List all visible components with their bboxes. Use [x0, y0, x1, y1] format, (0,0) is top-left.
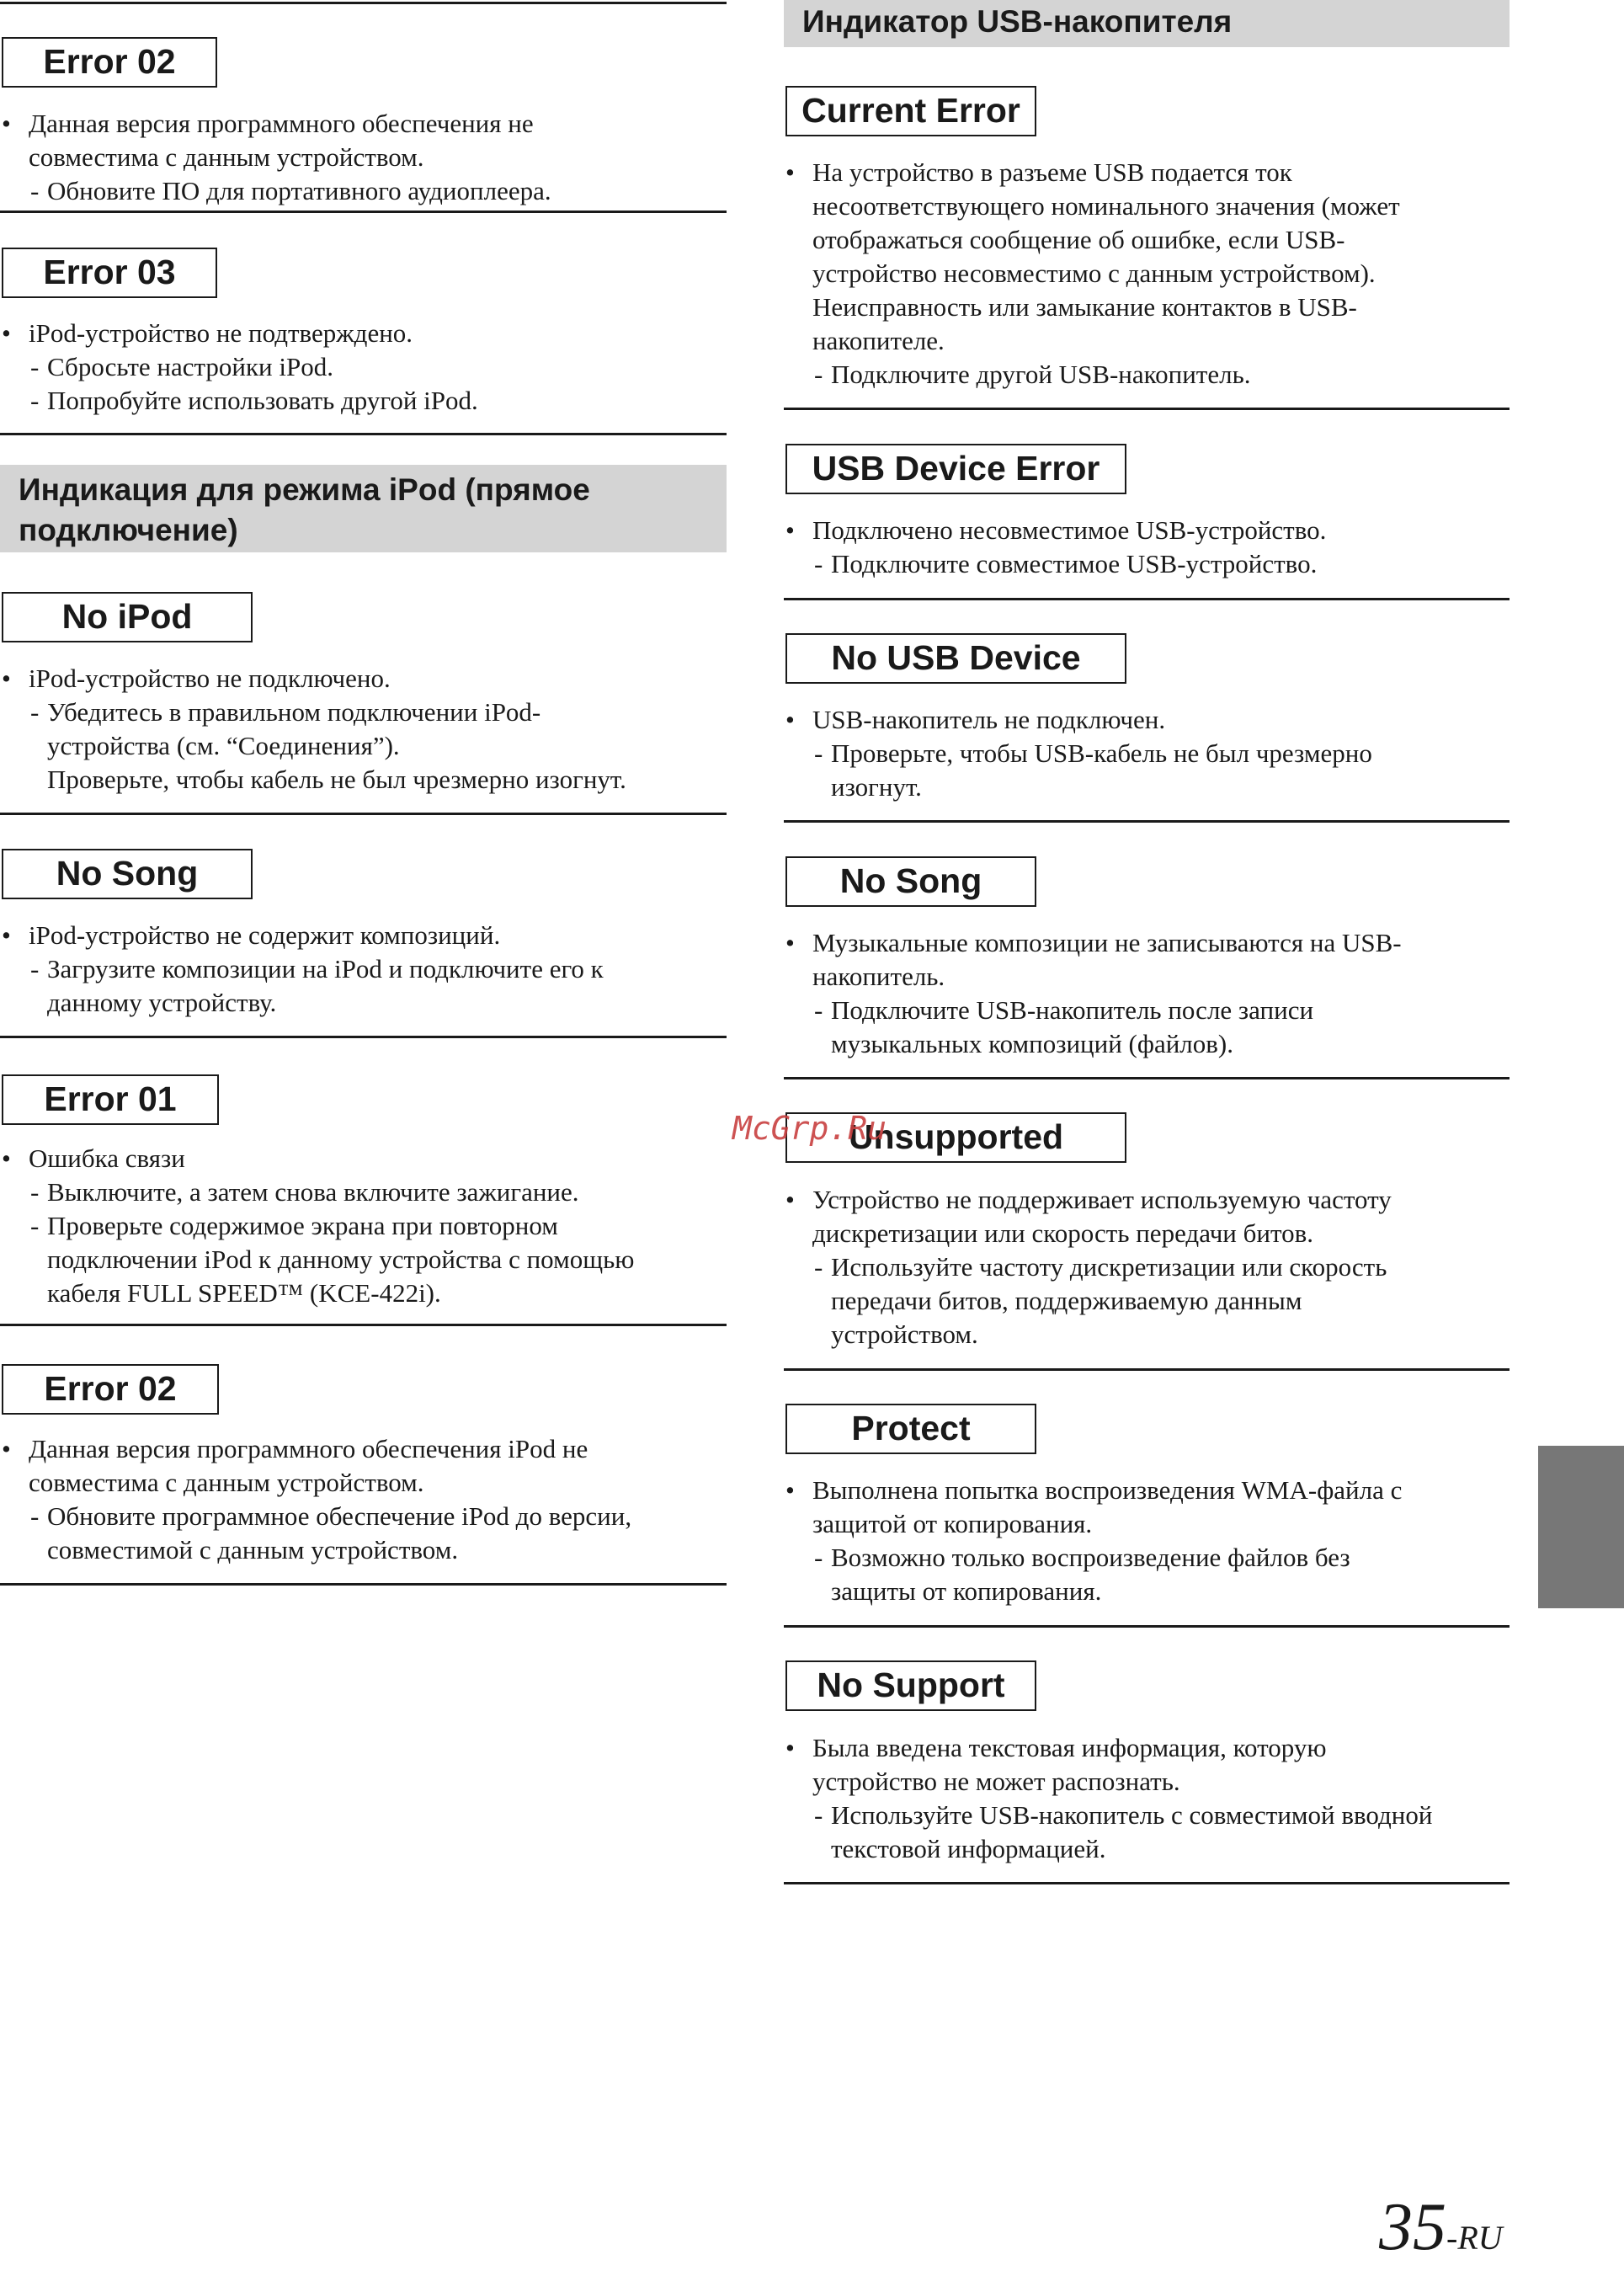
page-number: [1379, 2189, 1503, 2276]
remedy-line: - Используйте частоту дискретизации или скорость: [784, 1250, 1510, 1284]
divider: [0, 813, 727, 815]
indicator-current-error: Current Error: [785, 86, 1036, 136]
indicator-no-ipod: No iPod: [2, 592, 253, 642]
text-line: Неисправность или замыкание контактов в USB-: [812, 292, 1357, 322]
usb-device-error-description: [784, 514, 1510, 581]
unsupported-description: [784, 1183, 1510, 1351]
bullet-line: • Подключено несовместимое USB-устройство.: [784, 514, 1510, 547]
watermark: McGrp.Ru: [732, 1110, 887, 1147]
page-number-value: 35: [1379, 2190, 1446, 2264]
remedy-line: - Возможно только воспроизведение файлов без: [784, 1541, 1510, 1575]
text-line: накопителе.: [812, 326, 945, 355]
current-error-description: [784, 156, 1510, 392]
protect-description: [784, 1474, 1510, 1608]
text-line: устройства (см. “Соединения”).: [47, 731, 400, 760]
bullet-line: • Данная версия программного обеспечения iPod не: [0, 1432, 727, 1466]
text-line: защитой от копирования.: [812, 1509, 1093, 1538]
indicator-no-song-usb: No Song: [785, 856, 1036, 907]
remedy-line: - Выключите, а затем снова включите зажигание.: [0, 1175, 727, 1209]
remedy-line: - Убедитесь в правильном подключении iPod-: [0, 696, 727, 729]
divider: [784, 408, 1510, 410]
text-line: совместимой с данным устройством.: [47, 1535, 459, 1564]
text-line: накопитель.: [812, 962, 945, 991]
remedy-line: - Обновите ПО для портативного аудиоплеера.: [0, 174, 727, 208]
error-02-description: [0, 107, 727, 208]
indicator-unsupported: Unsupported: [785, 1112, 1126, 1163]
no-ipod-description: [0, 662, 727, 797]
indicator-no-song: No Song: [2, 849, 253, 899]
text-line: музыкальных композиций (файлов).: [831, 1029, 1233, 1058]
bullet-line: • Устройство не поддерживает используемую частоту: [784, 1183, 1510, 1217]
divider: [0, 433, 727, 435]
indicator-no-support: No Support: [785, 1660, 1036, 1711]
indicator-protect: Protect: [785, 1404, 1036, 1454]
remedy-line: - Попробуйте использовать другой iPod.: [0, 384, 727, 418]
text-line: устройство не может распознать.: [812, 1767, 1180, 1796]
chapter-side-tab: [1538, 1446, 1624, 1608]
text-line: кабеля FULL SPEED™ (KCE-422i).: [47, 1278, 441, 1308]
divider: [0, 2, 727, 4]
error-01-description: [0, 1142, 727, 1310]
divider: [784, 1077, 1510, 1079]
indicator-no-usb-device: No USB Device: [785, 633, 1126, 684]
section-title-line: Индикация для режима iPod (прямое: [19, 472, 590, 507]
remedy-line: - Подключите другой USB-накопитель.: [784, 358, 1510, 392]
text-line: текстовой информацией.: [831, 1834, 1106, 1863]
divider: [784, 598, 1510, 600]
divider: [0, 1583, 727, 1586]
divider: [0, 1036, 727, 1038]
indicator-error-02-ipod: Error 02: [2, 1364, 219, 1415]
no-song-description: [0, 919, 727, 1020]
text-line: Проверьте, чтобы кабель не был чрезмерно изогнут.: [47, 765, 626, 794]
remedy-line: - Проверьте, чтобы USB-кабель не был чрезмерно: [784, 737, 1510, 770]
error-03-description: [0, 317, 727, 418]
divider: [784, 1625, 1510, 1628]
bullet-line: • iPod-устройство не подтверждено.: [0, 317, 727, 350]
text-line: устройством.: [831, 1319, 978, 1349]
text-line: дискретизации или скорость передачи битов.: [812, 1218, 1314, 1248]
bullet-line: • iPod-устройство не содержит композиций.: [0, 919, 727, 952]
remedy-line: - Используйте USB-накопитель с совместимой вводной: [784, 1799, 1510, 1832]
indicator-error-02: Error 02: [2, 37, 217, 88]
section-title-line: подключение): [19, 513, 238, 547]
remedy-line: - Обновите программное обеспечение iPod до версии,: [0, 1500, 727, 1533]
remedy-line: - Подключите USB-накопитель после записи: [784, 994, 1510, 1027]
text-line: устройство несовместимо с данным устройством).: [812, 259, 1376, 288]
bullet-line: • Музыкальные композиции не записываются на USB-: [784, 926, 1510, 960]
divider: [0, 211, 727, 213]
indicator-error-03: Error 03: [2, 248, 217, 298]
divider: [784, 1882, 1510, 1884]
text-line: защиты от копирования.: [831, 1576, 1102, 1606]
text-line: изогнут.: [831, 772, 922, 802]
no-usb-device-description: [784, 703, 1510, 804]
text-line: отображаться сообщение об ошибке, если USB-: [812, 225, 1345, 254]
divider: [0, 1324, 727, 1326]
section-title-ipod-mode: [0, 465, 727, 552]
text-line: совместима с данным устройством.: [29, 1468, 424, 1497]
indicator-usb-device-error: USB Device Error: [785, 444, 1126, 494]
text-line: передачи битов, поддерживаемую данным: [831, 1286, 1302, 1315]
remedy-line: - Проверьте содержимое экрана при повторном: [0, 1209, 727, 1243]
text-line: несоответствующего номинального значения (может: [812, 191, 1400, 221]
indicator-error-01: Error 01: [2, 1074, 219, 1125]
no-support-description: [784, 1731, 1510, 1866]
no-song-usb-description: [784, 926, 1510, 1061]
divider: [784, 1368, 1510, 1371]
text-line: совместима с данным устройством.: [29, 142, 424, 172]
bullet-line: • На устройство в разъеме USB подается ток: [784, 156, 1510, 189]
remedy-line: - Загрузите композиции на iPod и подключите его к: [0, 952, 727, 986]
bullet-line: • USB-накопитель не подключен.: [784, 703, 1510, 737]
remedy-line: - Сбросьте настройки iPod.: [0, 350, 727, 384]
page-number-suffix: -RU: [1446, 2219, 1503, 2257]
error-02-ipod-description: [0, 1432, 727, 1567]
bullet-line: • iPod-устройство не подключено.: [0, 662, 727, 696]
bullet-line: • Выполнена попытка воспроизведения WMA-файла с: [784, 1474, 1510, 1507]
text-line: данному устройству.: [47, 988, 277, 1017]
bullet-line: • Была введена текстовая информация, которую: [784, 1731, 1510, 1765]
divider: [784, 820, 1510, 823]
bullet-line: • Ошибка связи: [0, 1142, 727, 1175]
section-title-usb: Индикатор USB-накопителя: [784, 0, 1510, 47]
remedy-line: - Подключите совместимое USB-устройство.: [784, 547, 1510, 581]
text-line: подключении iPod к данному устройства с помощью: [47, 1245, 635, 1274]
bullet-line: • Данная версия программного обеспечения не: [0, 107, 727, 141]
